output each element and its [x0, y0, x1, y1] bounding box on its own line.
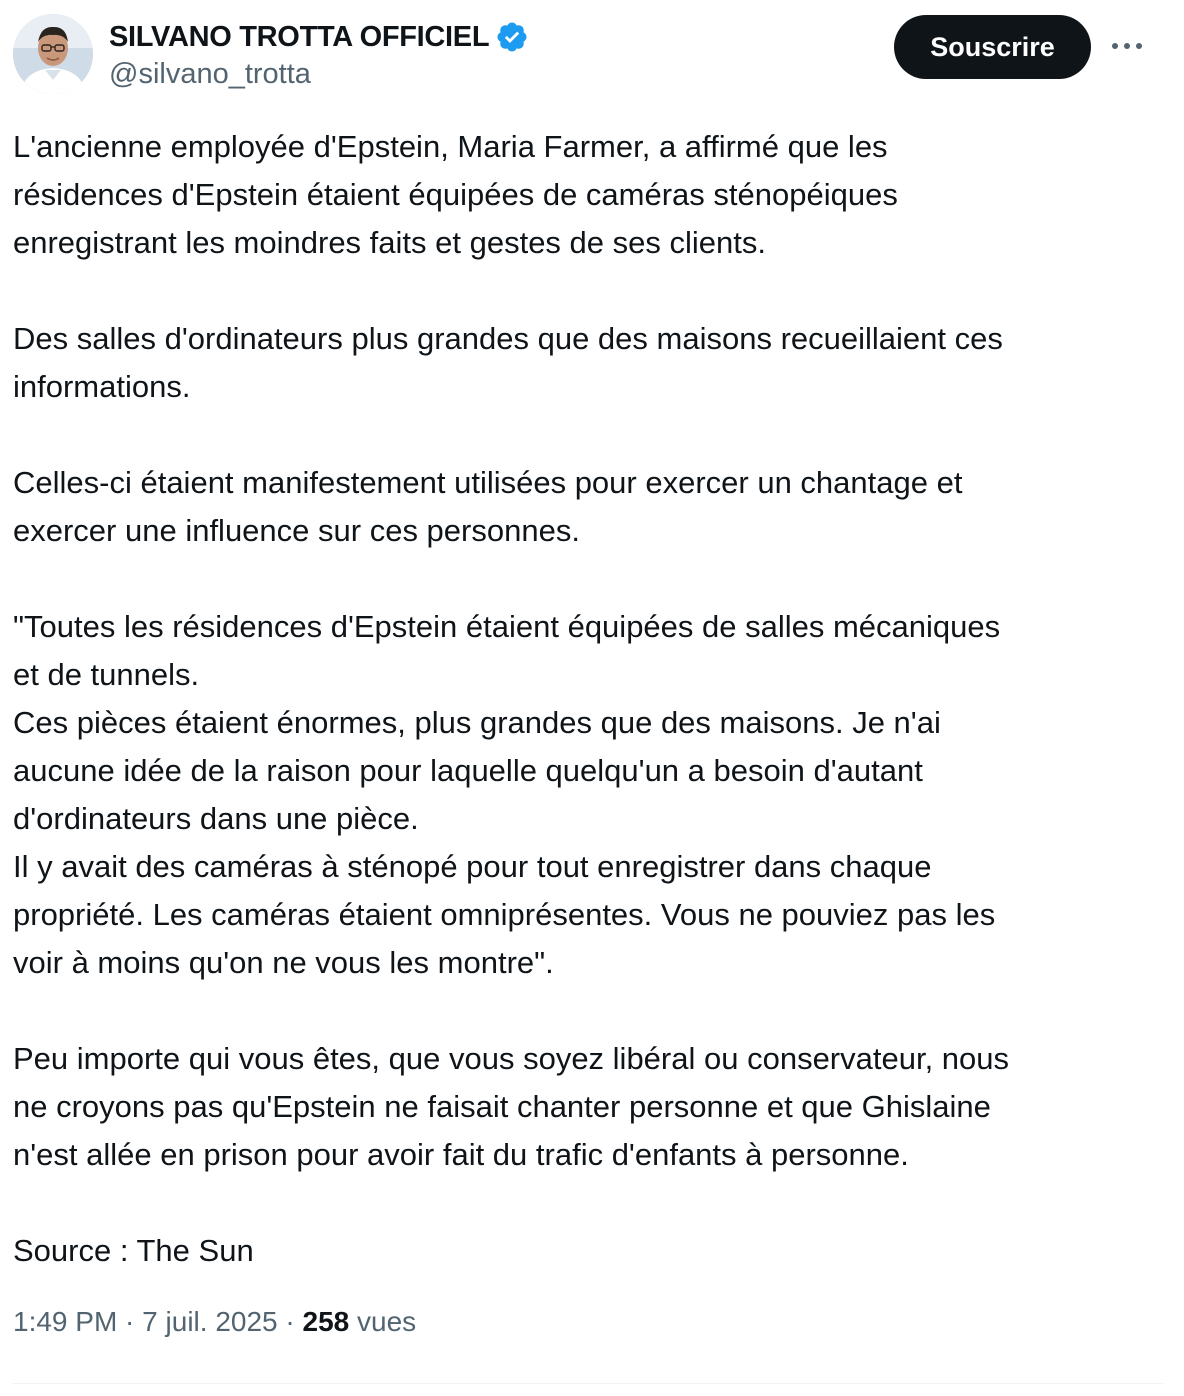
author-name-row: [109, 18, 529, 56]
author-display-name[interactable]: SILVANO TROTTA OFFICIEL: [109, 20, 490, 53]
views-label: vues: [349, 1306, 417, 1337]
tweet-date[interactable]: 7 juil. 2025: [142, 1306, 278, 1337]
divider: [13, 1383, 1163, 1384]
verified-badge-icon[interactable]: [495, 20, 529, 54]
author-avatar[interactable]: [13, 14, 93, 94]
subscribe-button[interactable]: Souscrire: [894, 15, 1091, 79]
tweet-meta: [13, 1306, 416, 1338]
meta-separator: ·: [277, 1306, 303, 1337]
author-handle[interactable]: @silvano_trotta: [109, 58, 311, 90]
meta-separator: ·: [117, 1306, 143, 1337]
tweet-time[interactable]: 1:49 PM: [13, 1306, 118, 1337]
author-identity: [109, 18, 529, 91]
views-count: 258: [302, 1306, 350, 1337]
more-options-icon[interactable]: [1107, 26, 1147, 66]
avatar-photo-icon: [13, 14, 93, 94]
tweet-text: L'ancienne employée d'Epstein, Maria Farmer, a affirmé que les résidences d'Epstein étaient équipées de caméras sténopéiques enregistrant les moindres faits et gestes de ses clients. Des salles d'ordinateurs plus grandes que des maisons recueillaient ces informations. Celles-ci étaient manifestement utilisées pour exercer un chantage et exercer une influence sur ces personnes. "Toutes les résidences d'Epstein étaient équipées de salles mécaniques et de tunnels. Ces pièces étaient énormes, plus grandes que des maisons. Je n'ai aucune idée de la raison pour laquelle quelqu'un a besoin d'autant d'ordinateurs dans une pièce. Il y avait des caméras à sténopé pour tout enregistrer dans chaque propriété. Les caméras étaient omniprésentes. Vous ne pouviez pas les voir à moins qu'on ne vous les montre". Peu importe qui vous êtes, que vous soyez libéral ou conservateur, nous ne croyons pas qu'Epstein ne faisait chanter personne et que Ghislaine n'est allée en prison pour avoir fait du trafic d'enfants à personne. Source : The Sun: [13, 129, 1010, 1268]
tweet-header: [13, 14, 1163, 96]
